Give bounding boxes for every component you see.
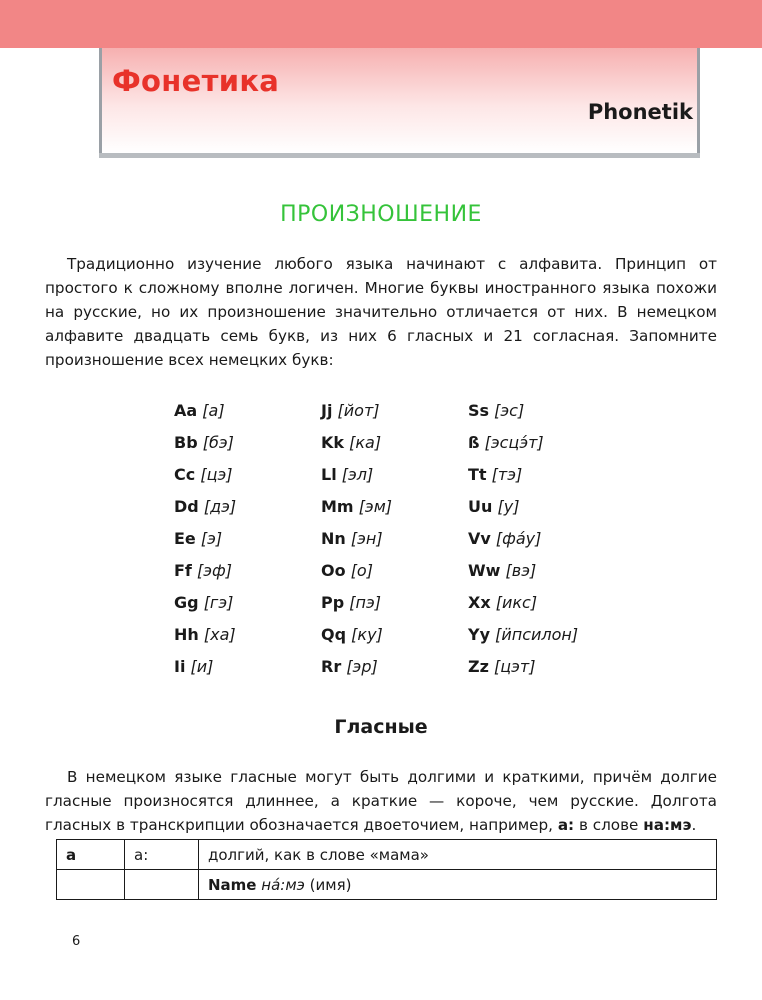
alphabet-entry [468, 399, 618, 431]
vowels-example-end: . [691, 816, 697, 834]
alphabet-letter: Rr [321, 657, 342, 676]
alphabet-entry [174, 623, 324, 655]
alphabet-transcription: [цэ] [200, 465, 233, 484]
alphabet-transcription: [э] [200, 529, 223, 548]
alphabet-entry [174, 431, 324, 463]
vowels-text: В немецком языке гласные могут быть долгими и краткими, причём долгие гласные произносятся длиннее, а краткие — короче, чем русские. Долгота гласных в транскрипции обозначается двоеточием, например, [45, 768, 717, 834]
alphabet-transcription: [эс] [494, 401, 525, 420]
alphabet-entry [174, 527, 324, 559]
alphabet-column-2 [321, 399, 471, 687]
alphabet-letter: ß [468, 433, 480, 452]
alphabet-entry [174, 559, 324, 591]
alphabet-letter: Uu [468, 497, 493, 516]
alphabet-entry [321, 655, 471, 687]
alphabet-transcription: [пэ] [349, 593, 382, 612]
section-heading: ПРОИЗНОШЕНИЕ [280, 202, 482, 227]
table-row [57, 840, 717, 870]
alphabet-entry [468, 591, 618, 623]
alphabet-letter: Gg [174, 593, 199, 612]
alphabet-letter: Oo [321, 561, 346, 580]
alphabet-transcription: [эм] [358, 497, 393, 516]
table-cell-transcription: а: [125, 840, 199, 870]
alphabet-transcription: [у] [497, 497, 520, 516]
alphabet-letter: Jj [321, 401, 333, 420]
alphabet-transcription: [фа́у] [495, 529, 542, 548]
alphabet-entry [174, 655, 324, 687]
intro-text: Традиционно изучение любого языка начинают с алфавита. Принцип от простого к сложному вполне логичен. Многие буквы иностранного языка похожи на русские, но их произношение значительно отличается от них. В немецком алфавите двадцать семь букв, из них 6 гласных и 21 согласная. Запомните произношение всех немецких букв: [45, 255, 717, 369]
alphabet-letter: Vv [468, 529, 491, 548]
alphabet-transcription: [гэ] [203, 593, 234, 612]
vowels-paragraph [45, 765, 717, 837]
alphabet-entry [468, 527, 618, 559]
alphabet-entry [174, 399, 324, 431]
vowel-table [56, 839, 717, 900]
alphabet-letter: Kk [321, 433, 345, 452]
vowels-heading: Гласные [334, 716, 428, 738]
alphabet-entry [321, 591, 471, 623]
alphabet-entry [321, 527, 471, 559]
alphabet-entry [174, 591, 324, 623]
page-number: 6 [72, 934, 81, 949]
alphabet-letter: Hh [174, 625, 199, 644]
chapter-title-german: Phonetik [587, 100, 693, 124]
alphabet-transcription: [о] [350, 561, 373, 580]
alphabet-transcription: [бэ] [202, 433, 234, 452]
alphabet-letter: Ff [174, 561, 192, 580]
alphabet-letter: Ll [321, 465, 337, 484]
alphabet-transcription: [ка] [349, 433, 382, 452]
alphabet-column-1 [174, 399, 324, 687]
alphabet-entry [468, 495, 618, 527]
vowels-example-symbol: а: [557, 816, 575, 834]
alphabet-letter: Zz [468, 657, 489, 676]
alphabet-entry [321, 463, 471, 495]
alphabet-transcription: [йот] [337, 401, 380, 420]
alphabet-transcription: [и] [190, 657, 214, 676]
alphabet-entry [321, 399, 471, 431]
alphabet-letter: Pp [321, 593, 345, 612]
table-cell-example [199, 870, 717, 900]
alphabet-letter: Qq [321, 625, 347, 644]
chapter-title-russian: Фонетика [112, 64, 280, 98]
alphabet-transcription: [цэт] [494, 657, 536, 676]
alphabet-letter: Yy [468, 625, 491, 644]
table-cell-description: долгий, как в слове «мама» [199, 840, 717, 870]
alphabet-letter: Ii [174, 657, 186, 676]
alphabet-entry [321, 623, 471, 655]
alphabet-transcription: [дэ] [203, 497, 237, 516]
alphabet-letter: Ss [468, 401, 490, 420]
alphabet-transcription: [эр] [346, 657, 378, 676]
alphabet-entry [321, 559, 471, 591]
alphabet-entry [468, 463, 618, 495]
vowels-example-word: на:мэ [643, 816, 692, 834]
table-cell-letter: a [57, 840, 125, 870]
table-cell-empty [57, 870, 125, 900]
example-word: Name [208, 875, 257, 894]
alphabet-entry [321, 495, 471, 527]
alphabet-transcription: [эл] [341, 465, 374, 484]
alphabet-entry [468, 559, 618, 591]
alphabet-transcription: [вэ] [505, 561, 537, 580]
vowels-example-mid: в слове [578, 816, 639, 834]
alphabet-letter: Tt [468, 465, 487, 484]
alphabet-letter: Cc [174, 465, 196, 484]
alphabet-letter: Nn [321, 529, 346, 548]
alphabet-entry [174, 463, 324, 495]
top-color-band [0, 0, 762, 48]
alphabet-letter: Aa [174, 401, 198, 420]
alphabet-transcription: [тэ] [491, 465, 523, 484]
alphabet-column-3 [468, 399, 618, 687]
alphabet-entry [468, 623, 618, 655]
alphabet-transcription: [эф] [196, 561, 232, 580]
alphabet-entry [321, 431, 471, 463]
alphabet-entry [174, 495, 324, 527]
alphabet-letter: Bb [174, 433, 198, 452]
title-box-shadow [99, 153, 700, 158]
alphabet-letter: Dd [174, 497, 199, 516]
alphabet-letter: Ww [468, 561, 501, 580]
alphabet-transcription: [эн] [350, 529, 383, 548]
alphabet-transcription: [а] [202, 401, 225, 420]
example-word-transcription: на́:мэ [261, 875, 305, 894]
alphabet-letter: Xx [468, 593, 491, 612]
alphabet-entry [468, 431, 618, 463]
table-cell-empty [125, 870, 199, 900]
alphabet-transcription: [ку] [351, 625, 383, 644]
chapter-title-box [99, 48, 700, 156]
alphabet-transcription: [икс] [495, 593, 538, 612]
intro-paragraph [45, 252, 717, 372]
alphabet-letter: Mm [321, 497, 354, 516]
alphabet-letter: Ee [174, 529, 196, 548]
alphabet-transcription: [ха] [203, 625, 236, 644]
alphabet-transcription: [ӥпсилон] [495, 625, 579, 644]
alphabet-entry [468, 655, 618, 687]
example-word-meaning: (имя) [309, 875, 352, 894]
alphabet-transcription: [эсцэ́т] [484, 433, 544, 452]
table-row [57, 870, 717, 900]
